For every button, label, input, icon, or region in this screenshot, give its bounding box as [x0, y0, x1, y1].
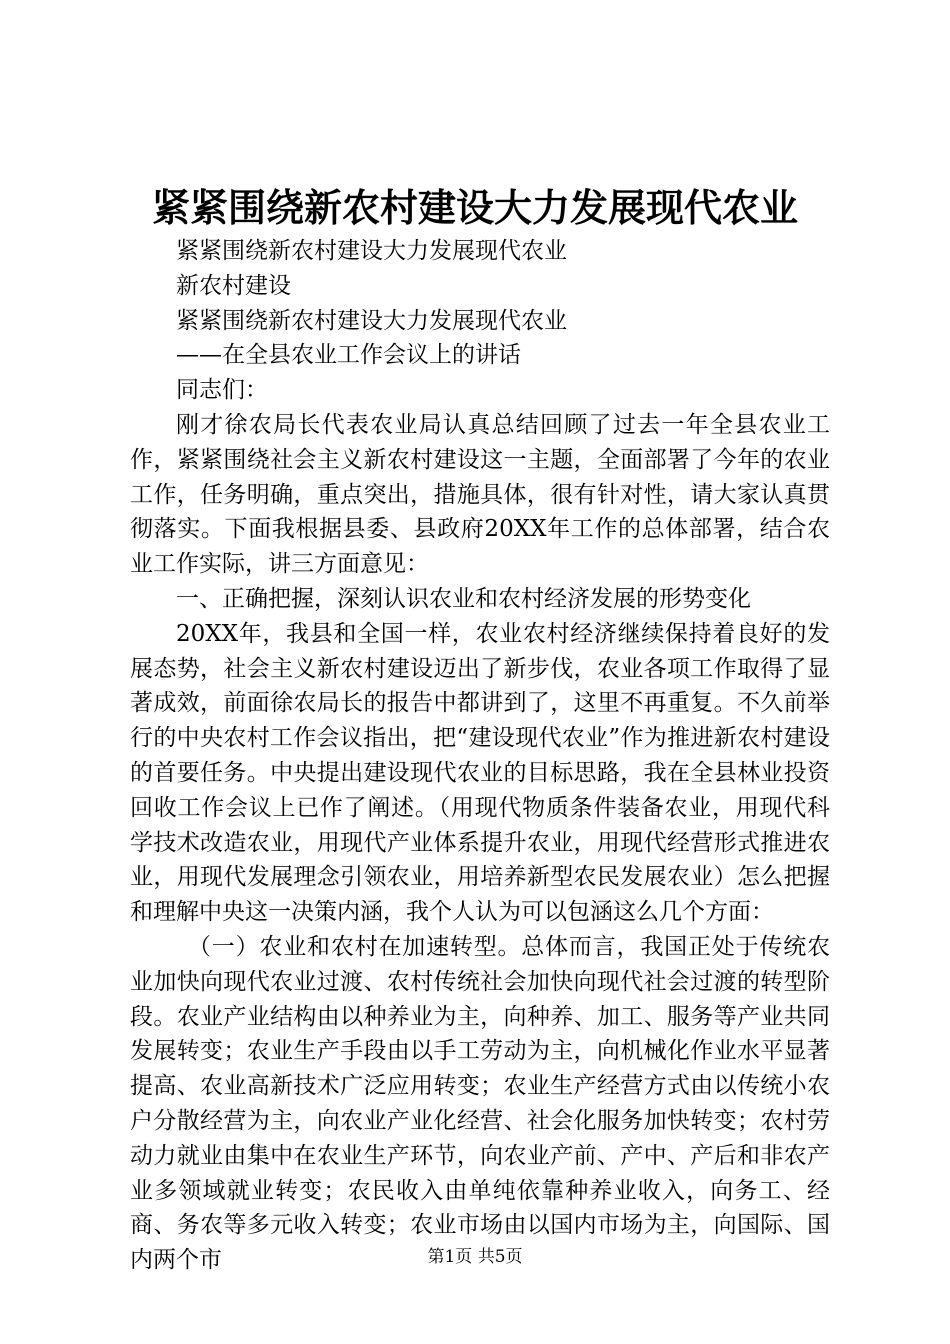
paragraph: ——在全县农业工作会议上的讲话 — [176, 342, 521, 369]
paragraph: （一）农业和农村在加速转型。总体而言，我国正处于传统农业加快向现代农业过渡、农村传统社会加快向现代社会过渡的转型阶段。农业产业结构由以种养业为主，向种养、加工、服务等产业共同发展转变；农业生产手段由以手工劳动为主，向机械化作业水平显著提高、农业高新技术广泛应用转变；农业生产经营方式由以传统小农户分散经营为主，向农业产业化经营、社会化服务加快转变；农村劳动力就业由集中在农业生产环节，向农业产前、产中、产后和非农产业多领域就业转变；农民收入由单纯依靠种养业收入，向务工、经商、务农等多元收入转变；农业市场由以国内市场为主，向国际、国内两个市 — [130, 933, 830, 1274]
paragraph: 紧紧围绕新农村建设大力发展现代农业 — [176, 238, 567, 264]
document-body — [130, 234, 830, 1278]
paragraph: 同志们： — [176, 377, 268, 404]
paragraph: 20XX年，我县和全国一样，农业农村经济继续保持着良好的发展态势，社会主义新农村建设迈出了新步伐，农业各项工作取得了显著成效，前面徐农局长的报告中都讲到了，这里不再重复。不久前举行的中央农村工作会议指出，把“建设现代农业”作为推进新农村建设的首要任务。中央提出建设现代农业的目标思路，我在全县林业投资回收工作会议上已作了阐述。（用现代物质条件装备农业，用现代科学技术改造农业，用现代产业体系提升农业，用现代经营形式推进农业，用现代发展理念引领农业，用培养新型农民发展农业）怎么把握和理解中央这一决策内涵，我个人认为可以包涵这么几个方面： — [130, 620, 830, 926]
section-heading: 一、正确把握，深刻认识农业和农村经济发展的形势变化 — [176, 585, 751, 612]
document-title: 紧紧围绕新农村建设大力发展现代农业 — [151, 185, 798, 230]
paragraph: 刚才徐农局长代表农业局认真总结回顾了过去一年全县农业工作，紧紧围绕社会主义新农村建设这一主题，全面部署了今年的农业工作，任务明确，重点突出，措施具体，很有针对性，请大家认真贯彻落实。下面我根据县委、县政府20XX年工作的总体部署，结合农业工作实际，讲三方面意见： — [130, 411, 830, 578]
paragraph: 紧紧围绕新农村建设大力发展现代农业 — [176, 307, 567, 334]
page-number: 第1页 共5页 — [427, 1247, 523, 1267]
paragraph: 新农村建设 — [176, 272, 291, 299]
